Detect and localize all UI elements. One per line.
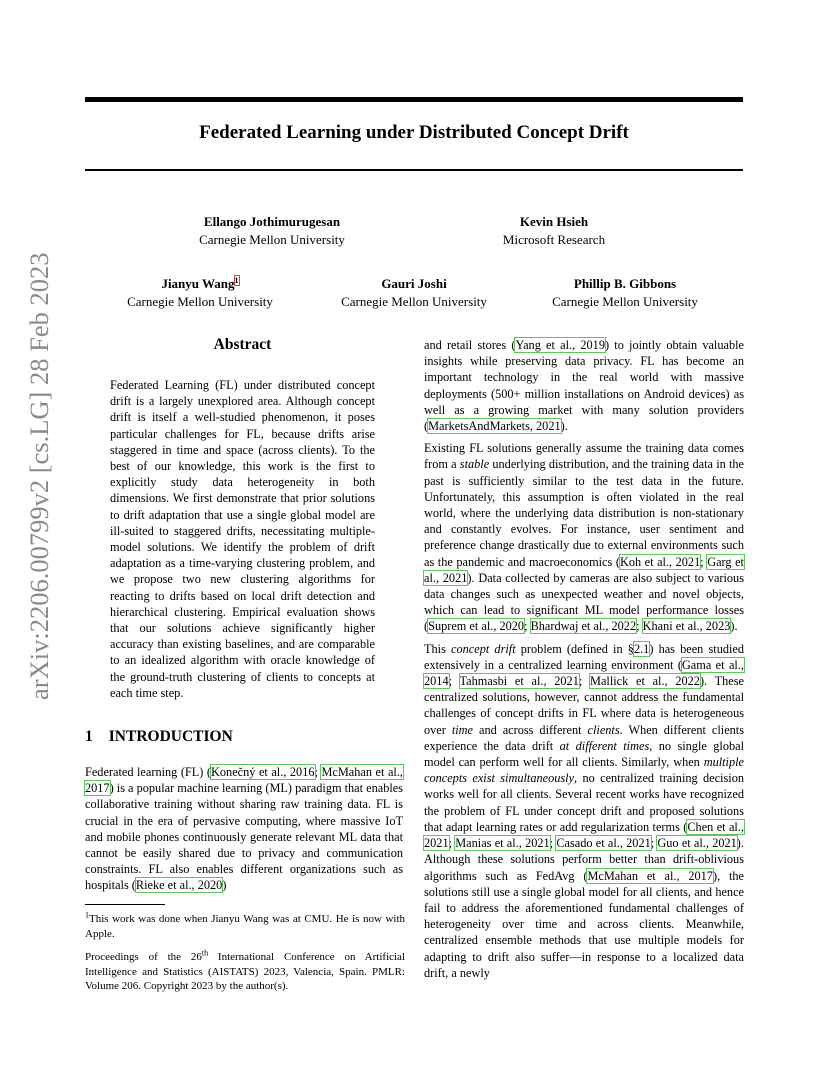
citation-link[interactable]: McMahan et al., 2017: [85, 765, 403, 796]
citation-link[interactable]: Casado et al., 2021: [556, 836, 651, 851]
citation-link[interactable]: Yang et al., 2019: [515, 338, 605, 352]
abstract-text: [110, 377, 375, 701]
author-name: Gauri Joshi: [381, 276, 447, 291]
abstract-heading: Abstract: [213, 336, 272, 353]
citation-link[interactable]: Suprem et al., 2020: [428, 619, 525, 634]
footnote-mark: 1: [85, 910, 89, 920]
citation-link[interactable]: McMahan et al., 2017: [587, 868, 713, 883]
footnote-mark-link[interactable]: 1: [234, 275, 239, 285]
citation-link[interactable]: Manias et al., 2021: [455, 836, 550, 851]
intro-right-column: [424, 337, 744, 981]
footnote: [85, 912, 405, 941]
author-affiliation: Carnegie Mellon University: [127, 294, 273, 309]
author-affiliation: Carnegie Mellon University: [199, 232, 345, 247]
citation-link[interactable]: Tahmasbi et al., 2021: [459, 674, 579, 689]
author-name: Phillip B. Gibbons: [573, 276, 677, 291]
section-heading: [85, 728, 233, 746]
citation-link[interactable]: Bhardwaj et al., 2022: [530, 619, 637, 634]
citation-link[interactable]: MarketsAndMarkets, 2021: [428, 419, 561, 434]
citation-link[interactable]: Guo et al., 2021: [657, 836, 737, 851]
author-affiliation: Carnegie Mellon University: [552, 294, 698, 309]
proceedings-note: Proceedings of the 26th International Conference on Artificial Intelligence and Statistics (AISTATS) 2023, Valencia, Spain. PMLR: Volume 206. Copyright 2023 by the author(s).: [85, 948, 405, 992]
intro-paragraph: This concept drift problem (defined in §2.1) has been studied extensively in a centralized learning environment (Gama et al., 2014; Tahmasbi et al., 2021; Mallick et al., 2022). These centralized solutions, however, cannot address the fundamental challenges of concept drifts in FL where data is heterogeneous over time and across different clients. When different clients experience the data drift at different times, no single global model can perform well for all clients. Similarly, when multiple concepts exist simultaneously, no centralized training decision works well for all clients. Several recent works have recognized the problem of FL under concept drift and proposed solutions that adapt learning rates or add regularization terms (Chen et al., 2021; Manias et al., 2021; Casado et al., 2021; Guo et al., 2021). Although these solutions perform better than drift-oblivious algorithms such as FedAvg (McMahan et al., 2017), the solutions still use a single global model for all clients, and hence fail to address the aforementioned fundamental challenges of heterogeneity over time and across clients. Meanwhile, centralized ensemble methods that use multiple models for adapting to drift also suffer—in response to a localized data drift, a newly: [424, 641, 745, 980]
intro-paragraph: and retail stores (Yang et al., 2019) to jointly obtain valuable insights while preserving data privacy. FL has become an important technology in the real world with massive deployments (500+ million installations on Android devices) as well as a growing market with many solution providers (MarketsAndMarkets, 2021).: [424, 338, 744, 434]
footnote-rule: [85, 904, 165, 905]
abstract-paragraph: Federated Learning (FL) under distributed concept drift is a largely unexplored area. Although concept drift is itself a well-studied phenomenon, it poses particular challenges for FL, because drifts arise staggered in time and space (across clients). To the best of our knowledge, this work is the first to explicitly study data heterogeneity in both dimensions. We first demonstrate that prior solutions to drift adaptation that use a single global model are ill-suited to staggered drifts, necessitating multiple-model solutions. We identify the problem of drift adaptation as a time-varying clustering problem, and we propose two new clustering algorithms for reacting to drifts based on local drift detection and hierarchical clustering. Empirical evaluation shows that our solutions achieve significantly higher accuracy than existing baselines, and are comparable to an idealized algorithm with oracle knowledge of the ground-truth clustering of clients to concepts at each time step.: [110, 378, 375, 700]
section-link[interactable]: 2.1: [633, 641, 650, 656]
title-rule-top: [85, 97, 743, 102]
author-affiliation: Carnegie Mellon University: [341, 294, 487, 309]
intro-paragraph: Existing FL solutions generally assume the training data comes from a stable underlying distribution, and the training data in the past is sufficiently similar to the test data in the future. Unfortunately, this assumption is often violated in the real world, where the underlying data distribution is non-stationary and constantly evolves. For instance, user sentiment and preference change drastically due to external environments such as the pandemic and macroeconomics (Koh et al., 2021; Garg et al., 2021). Data collected by cameras are also subject to various data changes such as unexpected weather and novel objects, which can lead to significant ML model performance losses (Suprem et al., 2020; Bhardwaj et al., 2022; Khani et al., 2023).: [424, 441, 745, 634]
author-name: Ellango Jothimurugesan: [203, 214, 341, 229]
author-name: Jianyu Wang$^1$: [161, 275, 239, 291]
citation-link[interactable]: Koh et al., 2021: [619, 554, 701, 569]
arxiv-stamp: arXiv:2206.00799v2 [cs.LG] 28 Feb 2023: [24, 252, 54, 700]
section-number: 1: [85, 728, 93, 745]
citation-link[interactable]: Garg et al., 2021: [424, 554, 744, 585]
author-block: [304, 275, 524, 311]
author-block: [444, 213, 664, 249]
author-affiliation: Microsoft Research: [502, 232, 606, 247]
intro-paragraph: Federated learning (FL) (Konečný et al., 2016; McMahan et al., 2017) is a popular machine learning (ML) paradigm that enables collaborative training without sharing raw training data. FL is crucial in the era of pervasive computing, where massive IoT and mobile phones continuously generate relevant ML data that cannot be easily shared due to privacy and communication constraints. FL also enables different organizations such as hospitals (Rieke et al., 2020): [85, 765, 403, 893]
citation-link[interactable]: Khani et al., 2023: [642, 619, 731, 634]
author-name: Kevin Hsieh: [519, 214, 589, 229]
citation-link[interactable]: Konečný et al., 2016: [211, 765, 315, 779]
paper-title: Federated Learning under Distributed Concept Drift: [199, 122, 629, 143]
citation-link[interactable]: Chen et al., 2021: [424, 819, 744, 851]
title-rule-bottom: [85, 169, 743, 171]
author-block: [515, 275, 735, 311]
citation-link[interactable]: Mallick et al., 2022: [590, 674, 700, 689]
author-block: [162, 213, 382, 249]
citation-link[interactable]: Rieke et al., 2020: [135, 878, 223, 893]
footnote-text: This work was done when Jianyu Wang was at CMU. He is now with Apple.: [85, 913, 405, 940]
section-title: INTRODUCTION: [108, 728, 233, 745]
author-block: [90, 275, 310, 311]
intro-left-column: [85, 764, 403, 894]
citation-link[interactable]: Gama et al., 2014: [424, 657, 744, 689]
